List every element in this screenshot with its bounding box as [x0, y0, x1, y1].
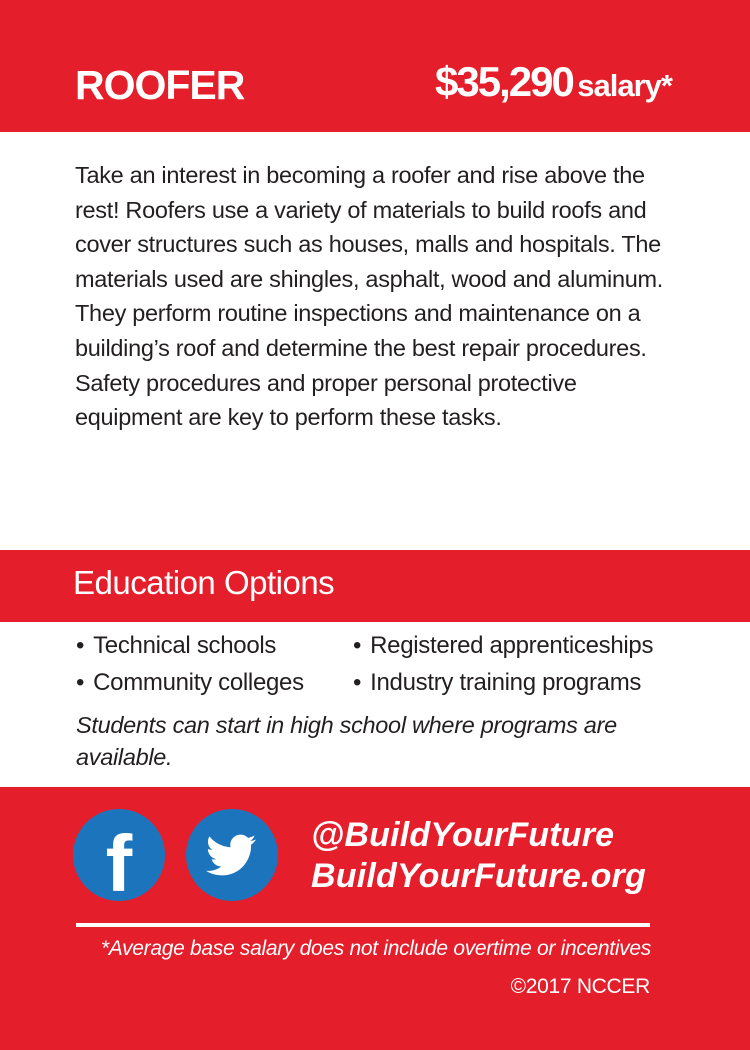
education-option: • Technical schools [76, 632, 276, 660]
salary [435, 58, 672, 106]
divider [76, 923, 650, 927]
salary-amount: $35,290 [435, 58, 573, 105]
education-note: Students can start in high school where programs are available. [76, 712, 617, 770]
job-description: Take an interest in becoming a roofer and rise above the rest! Roofers use a variety of materials to build roofs and cover structures such as houses, malls and hospitals. The materials used are shingles, asphalt, wood and aluminum. They perform routine inspections and maintenance on a building’s roof and determine the best repair procedures. Safety procedures and proper personal protective equipment are key to perform these tasks. [75, 162, 664, 431]
website-link[interactable]: BuildYourFuture.org [311, 857, 646, 895]
education-option: • Registered apprenticeships [353, 632, 653, 660]
facebook-icon[interactable] [73, 809, 165, 908]
job-title: ROOFER [75, 62, 245, 108]
social-links [311, 815, 646, 897]
salary-disclaimer: *Average base salary does not include overtime or incentives [100, 937, 651, 960]
education-title: Education Options [73, 564, 335, 601]
twitter-bird-icon [186, 809, 278, 901]
education-band [0, 550, 750, 622]
header-band [0, 0, 750, 132]
copyright: ©2017 NCCER [510, 975, 650, 998]
twitter-icon[interactable] [186, 809, 278, 901]
salary-label: salary* [577, 68, 672, 103]
facebook-letter: f [105, 819, 133, 908]
social-handle[interactable]: @BuildYourFuture [311, 816, 615, 854]
footer-band [0, 787, 750, 1050]
education-option: • Industry training programs [353, 669, 641, 697]
education-option: • Community colleges [76, 669, 304, 697]
